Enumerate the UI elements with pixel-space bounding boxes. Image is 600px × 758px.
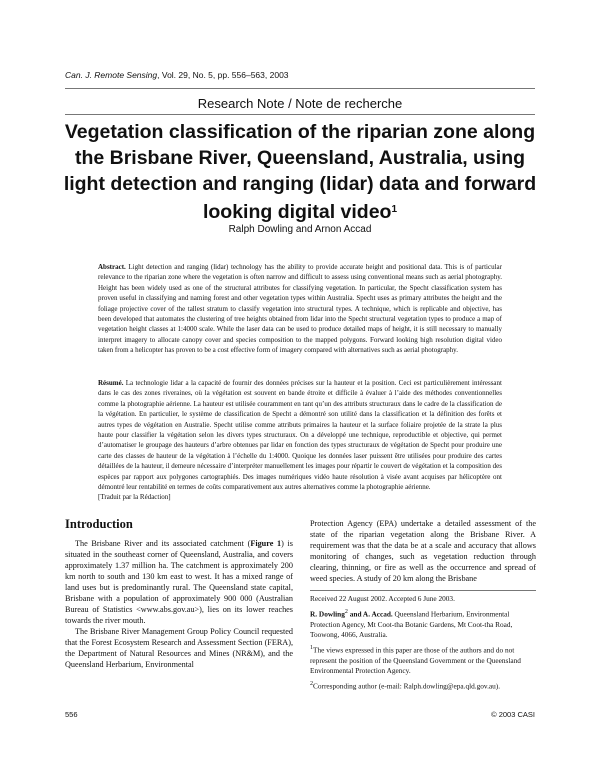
paper-title-text: Vegetation classification of the riparian zone along the Brisbane River, Queensland, Australia, using light detection and ranging (lidar) data and forward looking digital video [63, 121, 537, 223]
fn1-text: The views expressed in this paper are those of the authors and do not represent the position of the Queensland Government or the Queensland Environmental Protection Agency. [310, 645, 521, 676]
article-info [310, 594, 536, 692]
right-column-text [310, 518, 536, 584]
journal-name: Can. J. Remote Sensing [65, 70, 158, 80]
abstract-label: Abstract. [98, 263, 126, 271]
intro-continued: Protection Agency (EPA) undertake a detailed assessment of the state of the riparian vegetation along the Brisbane River. A requirement was that the data be at a scale and accuracy that allows monitoring of changes, such as vegetation reduction through clearing, thinning, or fire as well as the occurrence and spread of weed species. A study of 20 km along the Brisbane [310, 519, 536, 583]
affil-text: Queensland Herbarium, Environmental Protection Agency, Mt Coot-tha Botanic Gardens, Mt Coot-tha Road, Toowong, 4066, Australia. [310, 609, 513, 640]
figure-1-ref: Figure 1 [250, 539, 282, 548]
intro-paragraph-2: The Brisbane River Management Group Policy Council requested that the Forest Ecosystem Research and Assessment Section (FERA), the Department of Natural Resources and Mines (NR&M), and the Queensland Herbarium, Environmental [65, 627, 293, 669]
affil-sup: 2 [344, 609, 348, 616]
abstract-text: Light detection and ranging (lidar) technology has the ability to provide accurate height and positional data. This is of particular relevance to the riparian zone where the vegetation is often narrow and difficult to assess using conventional means such as aerial photography. Height has been widely used as one of the structural attributes for classifying vegetation. In particular, the Specht classification system has proven useful in classifying and naming forest and other vegetation types within Australia. Specht uses as primary attributes the height and the foliage projective cover of the tallest stratum to classify vegetation into structural types. A technique, which is replicable and objective, has been developed that automates the clustering of tree heights obtained from lidar into the Specht structural vegetation types to produce a map of vegetation height classes at 1:4000 scale. While the laser data can be used to produce detailed maps of height, it is still necessary to manually interpret imagery to allocate canopy cover and species composition to the mapped polygons. Forward looking high resolution digital video taken from a helicopter has proven to be a cost effective form of imagery compared with alternatives such as aerial photography. [98, 263, 502, 355]
copyright: © 2003 CASI [491, 710, 535, 719]
journal-details: , Vol. 29, No. 5, pp. 556–563, 2003 [157, 70, 289, 80]
research-note-label: Research Note / Note de recherche [197, 96, 403, 111]
fn1-mark: 1 [310, 645, 314, 652]
resume-text: La technologie lidar a la capacité de fournir des données précises sur la hauteur et la position. Ceci est particulièrement intéressant dans le cas des zones riveraines, où la végétation est souvent en bande étroite et difficile à évaluer à l’aide des méthodes conventionnelles comme la photographie aérienne. La hauteur est utilisée couramment en tant qu’un des attributs structuraux dans le cadre de la classification de la végétation. En particulier, le système de classification de Specht a démontré son utilité dans la classification et la définition des forêts et autres types de végétation en Australie. Specht utilise comme attributs primaires la hauteur et la surface foliaire projetée de la strate la plus haute pour classifier la végétation selon les divers types structuraux. On a développé une technique, reproductible et objective, qui permet d’automatiser le groupage des hauteurs d’arbre obtenues par lidar en fonction des types structuraux de végétation de Specht pour produire une carte des classes de hauteur de la végétation à l’échelle du 1:4000. Quoique les données laser puissent être utilisées pour produire des cartes détaillées de la hauteur, il demeure nécessaire d’interpréter manuellement les images pour répartir le couvert de végétation et la composition des espèces par rapport aux polygones cartographiés. Des images numériques vidéo haute résolution à visée avant acquises par hélicoptère ont démontré leur rentabilité en termes de coûts comparativement aux autres alternatives comme la photographie aérienne. [98, 379, 502, 492]
section-heading-introduction: Introduction [65, 517, 133, 531]
note-rule [65, 114, 535, 115]
fn2-text: Corresponding author (e-mail: Ralph.dowling@epa.qld.gov.au). [313, 681, 501, 691]
top-rule [65, 88, 535, 89]
footnote-rule [310, 590, 536, 591]
affil-names: R. Dowling [310, 609, 345, 619]
author-affiliation [310, 607, 536, 640]
intro-p1-rest: ) is situated in the southeast corner of Queensland, Australia, and covers approximately 1.37 million ha. The catchment is approximately 200 km north to south and 130 km east to west. It has a mixed range of land uses but is predominantly rural. The Queensland state capital, Brisbane with a population of approximately 900 000 (Australian Bureau of Statistics <www.abs.gov.au>), lies on its lower reaches towards the river mouth. [65, 539, 293, 625]
page-number: 556 [65, 710, 78, 719]
abstract [98, 262, 502, 356]
intro-paragraph-1 [65, 538, 293, 626]
resume-label: Résumé. [98, 379, 124, 387]
footnote-1 [310, 643, 536, 676]
intro-p1-start: The Brisbane River and its associated catchment ( [75, 539, 251, 548]
footnote-2 [310, 679, 536, 692]
left-column [65, 538, 293, 670]
resume [98, 378, 502, 503]
translation-note: [Traduit par la Rédaction] [98, 493, 171, 502]
paper-title [60, 119, 540, 225]
affil-and: and A. Accad. [347, 609, 393, 619]
journal-citation [65, 70, 289, 80]
authors: Ralph Dowling and Arnon Accad [228, 224, 372, 235]
received-dates: Received 22 August 2002. Accepted 6 June 2003. [310, 594, 455, 603]
title-footnote-mark: 1 [391, 204, 398, 215]
fn2-mark: 2 [310, 681, 314, 688]
